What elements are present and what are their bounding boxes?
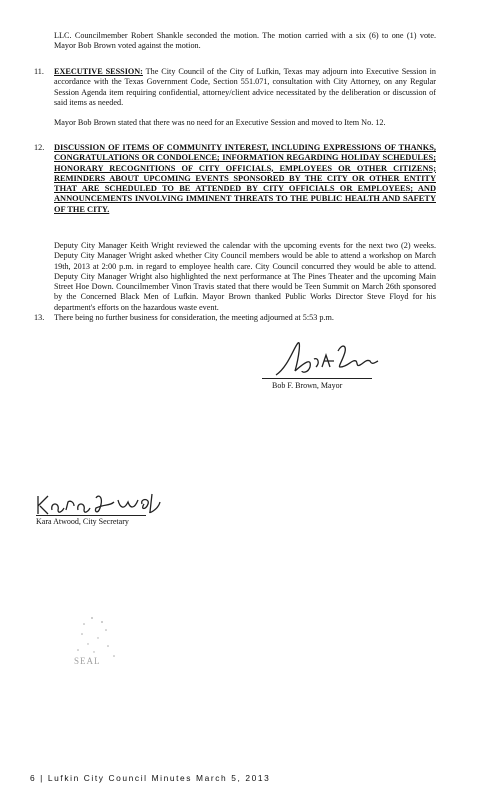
item-11-note: Mayor Bob Brown stated that there was no need for an Executive Session and moved to Item No. 12. (54, 118, 386, 127)
mayor-name: Bob F. Brown, Mayor (272, 381, 343, 390)
mayor-signature (268, 337, 388, 387)
continuation-paragraph: LLC. Councilmember Robert Shankle seconded the motion. The motion carried with a six (6) to one (1) vote. Mayor Bob Brown voted against the motion. (54, 31, 436, 51)
svg-text:SEAL: SEAL (74, 656, 101, 666)
page-footer: 6 | Lufkin City Council Minutes March 5, 2013 (30, 773, 271, 783)
secretary-signature-line (36, 515, 146, 516)
mayor-signature-line (262, 378, 372, 379)
item-13-number: 13. (34, 313, 45, 322)
item-11-paragraph (54, 67, 436, 108)
item-11-number: 11. (34, 67, 44, 76)
item-12-heading: DISCUSSION OF ITEMS OF COMMUNITY INTEREST, INCLUDING EXPRESSIONS OF THANKS, CONGRATULATIONS OR CONDOLENCE; INFORMATION REGARDING HOLIDAY SCHEDULES; HONORARY RECOGNITIONS OF CITY OFFICIALS, EMPLOYEES OR OTHER CITIZENS; REMINDERS ABOUT UPCOMING EVENTS SPONSORED BY THE CITY OR OTHER ENTITY THAT ARE SCHEDULED TO BE ATTENDED BY CITY OFFICIALS OR EMPLOYEES; AND ANNOUNCEMENTS INVOLVING IMMINENT THREATS TO THE PUBLIC HEALTH AND SAFETY OF THE CITY. (54, 143, 436, 214)
item-13-body: There being no further business for consideration, the meeting adjourned at 5:53 p.m. (54, 313, 334, 322)
item-12-body: Deputy City Manager Keith Wright reviewed the calendar with the upcoming events for the next two (2) weeks. Deputy City Manager Wright asked whether City Council members would be able to attend a workshop on March 19th, 2013 at 2:00 p.m. in regard to employee health care. City Council concurred they would be able to attend. Deputy City Manager Wright also highlighted the next performance at The Pines Theater and the upcoming Main Street Hoe Down. Councilmember Vinon Travis stated that there would be Teen Summit on March 26th sponsored by the Concerned Black Men of Lufkin. Mayor Brown thanked Public Works Director Steve Floyd for his department's efforts on the hazardous waste event. (54, 241, 436, 312)
item-12-number: 12. (34, 143, 45, 152)
secretary-name: Kara Atwood, City Secretary (36, 517, 129, 526)
item-11-body: The City Council of the City of Lufkin, Texas may adjourn into Executive Session in accordance with the Texas Government Code, Section 551.071, consultation with City Attorney, on any Regular Session Agenda item requiring confidential, attorney/client advice necessitated by the deliberation or discussion of said items as needed. (54, 67, 436, 107)
item-11-heading: EXECUTIVE SESSION: (54, 67, 143, 76)
city-seal (62, 612, 132, 672)
